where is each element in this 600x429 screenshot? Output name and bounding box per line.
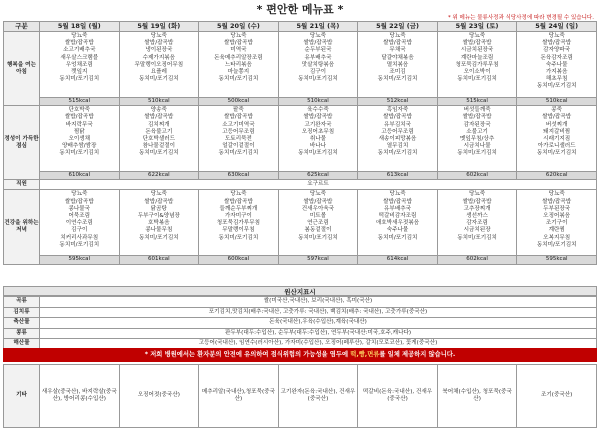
menu-item: 콩나물무침 — [145, 227, 173, 234]
menu-item: 바지락무국 — [65, 121, 93, 128]
menu-item: 쌀밥/잡곡밥 — [223, 198, 253, 205]
menu-item: 수제가지볶음 — [142, 54, 176, 61]
etc-table — [3, 364, 597, 428]
etc-cell: 고기완자(돈육:국내산), 건새우(중국산) — [278, 365, 358, 428]
safety-notice — [3, 348, 597, 362]
menu-item: 무말랭이무침 — [222, 227, 255, 234]
safety-notice-text: 를 일체 제공하지 않습니다. — [379, 351, 456, 358]
menu-item: 요플레 — [150, 69, 167, 76]
menu-item: 들깨순두부찌개 — [219, 205, 258, 212]
menu-item: 동치미/포기김치 — [298, 234, 338, 241]
menu-item: 감자양파국 — [543, 47, 571, 54]
breakfast-kcal-row — [4, 98, 597, 106]
origin-label: 김치류 — [4, 307, 40, 318]
menu-item: 당뇨죽 — [389, 33, 406, 39]
menu-item: 무채국 — [389, 47, 406, 54]
menu-item: 오이소박이 — [463, 69, 491, 76]
menu-item: 동치미/포기김치 — [59, 76, 100, 83]
header-cell: 구분 — [4, 22, 40, 32]
etc-cell: 떡갈비(돈육:국내산), 건새우(중국산) — [358, 365, 438, 428]
menu-item: 쌀밥/잡곡밥 — [64, 198, 94, 205]
menu-item: 유부배추국 — [384, 205, 412, 212]
menu-item: 감자조림 — [466, 220, 488, 227]
menu-item: 청포묵김가루무침 — [455, 61, 499, 68]
safety-notice-highlight: 떡,빵,면류 — [350, 351, 380, 358]
menu-cell — [40, 106, 120, 172]
menu-cell — [437, 32, 517, 98]
menu-item: 시금치된장국 — [460, 47, 494, 54]
origin-table — [3, 296, 597, 350]
menu-item: 쌀밥/잡곡밥 — [144, 40, 174, 47]
menu-item: 쌀밥/잡곡밥 — [542, 198, 572, 205]
menu-table — [3, 21, 597, 265]
menu-item: 돈육감자조림 — [540, 54, 573, 61]
menu-item: 동치미/포기김치 — [536, 150, 577, 157]
header-cell: 5월 19일 (화) — [119, 22, 199, 32]
origin-label: 축산물 — [4, 318, 40, 329]
menu-item: 당뇨죽 — [309, 33, 327, 39]
menu-item: 당뇨죽 — [150, 33, 167, 39]
menu-item: 건새우아욱국 — [301, 205, 335, 212]
menu-cell — [278, 32, 358, 98]
dinner-label: 건강을 위하는 저녁 — [4, 190, 40, 264]
menu-item: 가자미구이 — [224, 213, 252, 220]
menu-item: 오징어초무침 — [301, 128, 335, 135]
menu-item: 멸치볶음 — [386, 61, 409, 68]
header-cell: 5월 20일 (수) — [199, 22, 279, 32]
menu-item: 동치미/포기김치 — [218, 150, 259, 157]
menu-item: 가지볶음 — [545, 69, 568, 76]
kcal-cell: 610kcal — [40, 172, 120, 180]
menu-item: 쌀밥/잡곡밥 — [303, 198, 333, 205]
menu-item: 동치미/포기김치 — [138, 76, 179, 83]
etc-cell: 북어채(수입산), 청포묵(중국산) — [437, 365, 517, 428]
menu-item: 소고기미역국 — [222, 121, 255, 128]
menu-item: 당뇨죽 — [71, 33, 88, 39]
menu-item: 미역국 — [230, 47, 247, 54]
menu-item: 치커리사과무침 — [60, 234, 99, 241]
menu-item: 김구이 — [309, 69, 327, 76]
menu-item: 당뇨죽 — [468, 191, 486, 198]
kcal-cell: 602kcal — [437, 256, 517, 264]
menu-item: 팥죽 — [233, 107, 244, 114]
kcal-cell: 630kcal — [199, 172, 279, 180]
page-title: * 편안한 메뉴표 * — [256, 3, 344, 16]
menu-item: 순두부된국 — [304, 47, 332, 54]
menu-item: 동치미/포기김치 — [298, 76, 338, 83]
etc-cell: 오징어젓(중국산) — [119, 365, 199, 428]
header-cell: 5월 24일 (일) — [517, 22, 597, 32]
menu-item: 단호박죽 — [68, 107, 91, 114]
kcal-cell: 613kcal — [358, 172, 438, 180]
menu-item: 쌀밥/잡곡밥 — [462, 198, 492, 205]
menu-item: 고기완자국 — [304, 121, 332, 128]
menu-item: 동치미/포기김치 — [377, 234, 418, 241]
menu-item: 당뇨죽 — [230, 191, 247, 198]
origin-label: 곡류 — [4, 297, 40, 308]
header-row — [4, 22, 597, 32]
menu-item: 계란찜 — [548, 227, 565, 234]
menu-item: 고등어무조림 — [222, 128, 255, 135]
menu-item: 유부배추국 — [304, 54, 332, 61]
header-cell: 5월 18일 (월) — [40, 22, 120, 32]
menu-item: 당뇨죽 — [389, 191, 406, 198]
menu-item: 느타리볶음 — [224, 61, 252, 68]
menu-cell — [199, 190, 279, 256]
kcal-cell: 595kcal — [40, 256, 120, 264]
dinner-row — [4, 190, 597, 256]
header-cell: 5월 23일 (토) — [437, 22, 517, 32]
lunch-label: 정성이 가득한 점심 — [4, 106, 40, 180]
menu-item: 봄동겉절이 — [304, 227, 332, 234]
origin-row — [4, 328, 597, 339]
menu-item: 참나물겉절이 — [142, 143, 176, 150]
menu-item: 양배추쌈/쌈장 — [62, 143, 97, 150]
menu-item: 동치미/포기김치 — [457, 150, 497, 157]
breakfast-row — [4, 32, 597, 98]
menu-item: 돼지갈비찜 — [543, 128, 571, 135]
menu-item: 동치미/포기김치 — [536, 83, 577, 90]
menu-cell — [437, 190, 517, 256]
menu-item: 해초무침 — [545, 76, 568, 83]
staff-label: 직원 — [4, 180, 40, 190]
menu-item: 콩나물국 — [68, 205, 91, 212]
menu-item: 동치미/포기김치 — [536, 241, 577, 248]
menu-item: 동치미/포기김치 — [457, 234, 497, 241]
menu-item: 소불고기 — [466, 128, 488, 135]
staff-row — [4, 180, 597, 190]
menu-item: 동치미/포기김치 — [218, 234, 259, 241]
menu-item: 육수수죽 — [307, 107, 329, 114]
menu-item: 쌀밥/잡곡밥 — [144, 198, 174, 205]
origin-title: 원산지표시 — [3, 286, 597, 296]
kcal-cell: 512kcal — [358, 98, 438, 106]
origin-row — [4, 297, 597, 308]
menu-item: 당뇨죽 — [548, 191, 565, 198]
menu-item: 호박볶음 — [148, 220, 170, 227]
menu-cell — [199, 32, 279, 98]
menu-item: 쌀밥/잡곡밥 — [542, 114, 572, 121]
menu-item: 당뇨죽 — [468, 33, 486, 39]
menu-item: 흑임자죽 — [386, 107, 409, 114]
menu-item: 시래기지짐 — [543, 136, 571, 143]
safety-notice-text: * 저희 병원에서는 환자분의 안전에 유의하여 점식위험의 가능성을 염두에 — [144, 351, 351, 358]
menu-cell — [199, 106, 279, 172]
menu-cell — [119, 106, 199, 172]
menu-item: 쌀밥/잡곡밥 — [383, 198, 412, 205]
kcal-cell: 602kcal — [437, 172, 517, 180]
menu-cell — [517, 106, 597, 172]
menu-item: 시금치된장 — [463, 227, 491, 234]
menu-item: 새송이피망볶음 — [378, 136, 417, 143]
menu-item: 쌀밥/잡곡밥 — [64, 40, 94, 47]
menu-item: 동치미/포기김치 — [377, 76, 418, 83]
menu-item: 청포묵김가루무침 — [216, 220, 261, 227]
menu-item: 열무김치 — [386, 143, 409, 150]
menu-item: 돈육불고기 — [145, 128, 173, 135]
menu-item: 두부구이&양념장 — [137, 213, 180, 220]
menu-item: 동치미/포기김치 — [59, 241, 100, 248]
menu-item: 쌀밥/잡곡밥 — [462, 40, 492, 47]
etc-cell: 메추리알(국내산),청포묵(중국산) — [199, 365, 279, 428]
menu-item: 오이생채 — [68, 136, 91, 143]
kcal-cell: 597kcal — [278, 256, 358, 264]
menu-item: 쌀밥/잡곡밥 — [64, 114, 94, 121]
kcal-cell: 515kcal — [437, 98, 517, 106]
menu-cell — [358, 32, 438, 98]
menu-item: 얼갈이겉절이 — [222, 143, 255, 150]
menu-item: 고등어무조림 — [381, 128, 414, 135]
menu-item: 당뇨죽 — [71, 191, 88, 198]
kcal-cell: 510kcal — [517, 98, 597, 106]
menu-item: 어묵조림 — [68, 213, 91, 220]
etc-cell: 조기(중국산) — [517, 365, 597, 428]
header-cell: 5월 21일 (목) — [278, 22, 358, 32]
menu-item: 동치미/포기김치 — [218, 76, 259, 83]
menu-item: 동치미/포기김치 — [59, 150, 100, 157]
origin-label: 해산물 — [4, 339, 40, 350]
menu-item: 쌀밥/잡곡밥 — [303, 40, 333, 47]
menu-item: 양송죽 — [150, 107, 167, 114]
menu-item: 애호박새우젓볶음 — [375, 220, 420, 227]
menu-item: 조미김 — [389, 69, 406, 76]
menu-item: 소고기배추국 — [63, 47, 96, 54]
menu-item: 당뇨죽 — [150, 191, 167, 198]
menu-item: 무말랭이오징어무침 — [134, 61, 184, 68]
menu-item: 동치미/포기김치 — [138, 150, 179, 157]
origin-value: 고등어(국내산), 임연수(러시아산), 가자미(수입산), 오징어(페루산), 갈치(모로코산), 꽃게(중국산) — [40, 339, 597, 350]
lunch-row — [4, 106, 597, 172]
menu-item: 동치미/포기김치 — [298, 150, 338, 157]
menu-item: 쌀밥/잡곡밥 — [144, 114, 174, 121]
kcal-cell: 622kcal — [119, 172, 199, 180]
menu-cell — [40, 190, 120, 256]
menu-item: 이연수조림 — [65, 220, 93, 227]
menu-item: 쌀밥/잡곡밥 — [383, 114, 412, 121]
menu-item: 멧잎무침/상추 — [459, 136, 495, 143]
menu-item: 숙주나물 — [545, 61, 568, 68]
menu-item: 쌀밥/잡곡밥 — [303, 114, 333, 121]
menu-item: 버섯찌개 — [545, 121, 568, 128]
menu-item: 단호박샐러드 — [142, 136, 176, 143]
menu-item: 유부김치국 — [384, 121, 412, 128]
menu-item: 오복지무침 — [543, 234, 571, 241]
kcal-cell: 600kcal — [199, 256, 279, 264]
menu-item: 동치미/포기김치 — [138, 234, 179, 241]
menu-item: 쌀밥/잡곡밥 — [223, 40, 253, 47]
menu-cell — [119, 190, 199, 256]
menu-item: 도토리묵전 — [224, 136, 252, 143]
menu-cell — [358, 106, 438, 172]
menu-item: 생선까스 — [466, 213, 488, 220]
kcal-cell: 510kcal — [119, 98, 199, 106]
menu-item: 숙주나물 — [386, 227, 409, 234]
menu-cell — [278, 106, 358, 172]
menu-cell — [517, 190, 597, 256]
menu-item: 두부된장국 — [543, 205, 571, 212]
staff-dessert: 요구르트 — [40, 180, 597, 190]
origin-row — [4, 318, 597, 329]
origin-value: 판두부(대두:수입산), 순두부(대두:수입산), 연두부(국내산:미국,호주,캐나다) — [40, 328, 597, 339]
menu-item: 냉이된장국 — [145, 47, 173, 54]
dinner-kcal-row — [4, 256, 597, 264]
menu-item: 돈육메추리알장조림 — [214, 54, 263, 61]
menu-item: 시금치나물 — [463, 143, 491, 150]
etc-label: 기타 — [4, 365, 40, 428]
header-cell: 5월 22일 (금) — [358, 22, 438, 32]
menu-item: 맛살치탕볶음 — [301, 61, 335, 68]
menu-item: 콩죽 — [551, 107, 563, 114]
menu-item: 닭곰탕 — [150, 205, 167, 212]
menu-item: 취나물 — [309, 136, 327, 143]
menu-item: 쌀밥/잡곡밥 — [542, 40, 572, 47]
menu-item: 떡갈비감자조림 — [378, 213, 417, 220]
menu-item: 조기구이 — [545, 220, 568, 227]
menu-cell — [358, 190, 438, 256]
kcal-cell: 595kcal — [517, 256, 597, 264]
kcal-cell: 625kcal — [278, 172, 358, 180]
origin-value: 쌀(미국산,국내산), 보리(국내산), 흑미(국산) — [40, 297, 597, 308]
breakfast-label: 행복을 여는 아침 — [4, 32, 40, 106]
menu-cell — [40, 32, 120, 98]
etc-cell: 새우살(중국산), 바지락살(중국산), 방어리콩(수입산) — [40, 365, 120, 428]
menu-item: 동치미/포기김치 — [457, 76, 497, 83]
menu-cell — [517, 32, 597, 98]
menu-item: 찜닭 — [73, 128, 85, 135]
kcal-cell: 515kcal — [40, 98, 120, 106]
menu-item: 당뇨죽 — [230, 33, 247, 39]
lunch-kcal-row — [4, 172, 597, 180]
origin-label: 콩류 — [4, 328, 40, 339]
menu-item: 고추장찌개 — [463, 205, 491, 212]
menu-item: 새우살스크램블 — [60, 54, 99, 61]
menu-item: 마늘쫑지 — [227, 69, 250, 76]
kcal-cell: 510kcal — [278, 98, 358, 106]
menu-item: 김치찌개 — [148, 121, 170, 128]
menu-cell — [119, 32, 199, 98]
menu-item: 깻잎지 — [71, 69, 88, 76]
menu-item: 계란마늘조림 — [460, 54, 494, 61]
origin-value: 포기김치,맛김치(배추:국내산, 고춧가루: 국내산), 백김치(배추: 국내산), 고춧가루(중국산) — [40, 307, 597, 318]
kcal-cell: 601kcal — [119, 256, 199, 264]
menu-item: 미트볼 — [309, 213, 327, 220]
menu-item: 동치미/포기김치 — [377, 150, 418, 157]
menu-item: 바나나 — [309, 143, 327, 150]
menu-item: 감자된장국 — [463, 121, 491, 128]
menu-cell — [278, 190, 358, 256]
menu-item: 쌀밥/잡곡밥 — [383, 40, 412, 47]
menu-item: 김구이 — [71, 227, 88, 234]
kcal-cell: 614kcal — [358, 256, 438, 264]
menu-item: 당뇨죽 — [309, 191, 327, 198]
change-notice: * 위 메뉴는 물류사정과 식당사정에 따라 변경될 수 있습니다. — [448, 15, 594, 21]
menu-item: 버섯들깨죽 — [463, 107, 491, 114]
menu-item: 아가로니샐러드 — [537, 143, 576, 150]
menu-item: 쌀밥/잡곡밥 — [223, 114, 253, 121]
menu-item: 달걀야채볶음 — [381, 54, 414, 61]
menu-item: 쌀밥/잡곡밥 — [462, 114, 492, 121]
menu-cell — [437, 106, 517, 172]
menu-item: 연근조림 — [307, 220, 329, 227]
origin-row — [4, 307, 597, 318]
menu-item: 오징어볶음 — [543, 213, 571, 220]
kcal-cell: 500kcal — [199, 98, 279, 106]
menu-item: 당뇨죽 — [548, 33, 565, 39]
origin-value: 돈육(국내산),우육(수입산),계육(국내산) — [40, 318, 597, 329]
kcal-cell: 620kcal — [517, 172, 597, 180]
etc-row — [4, 365, 597, 428]
menu-item: 우엉채조림 — [65, 61, 93, 68]
